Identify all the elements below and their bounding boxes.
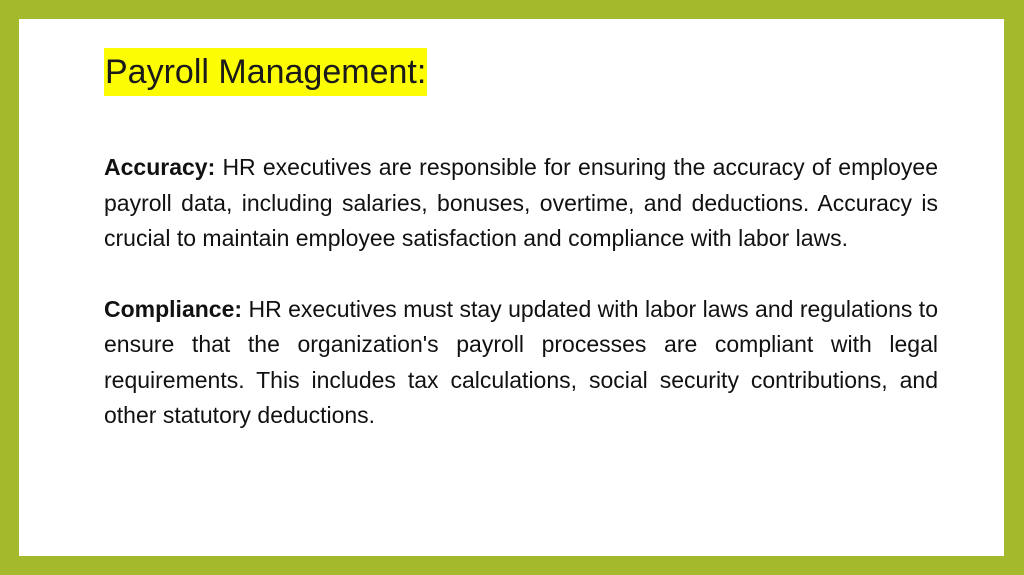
accuracy-term: Accuracy: (104, 154, 216, 180)
slide-content (104, 48, 938, 434)
compliance-term: Compliance: (104, 295, 243, 322)
compliance-paragraph (104, 292, 938, 434)
compliance-text: HR executives must stay updated with labor laws and regulations to ensure that the organization's payroll processes are compliant with legal requirements. This includes tax calculations, social security contributions, and other statutory deductions. (104, 295, 938, 428)
slide-canvas (19, 19, 1004, 556)
accuracy-paragraph (104, 150, 938, 257)
accuracy-text: HR executives are responsible for ensuring the accuracy of employee payroll data, including salaries, bonuses, overtime, and deductions. Accuracy is crucial to maintain employee satisfaction and compliance with labor laws. (104, 154, 938, 251)
slide-title: Payroll Management: (104, 48, 427, 96)
